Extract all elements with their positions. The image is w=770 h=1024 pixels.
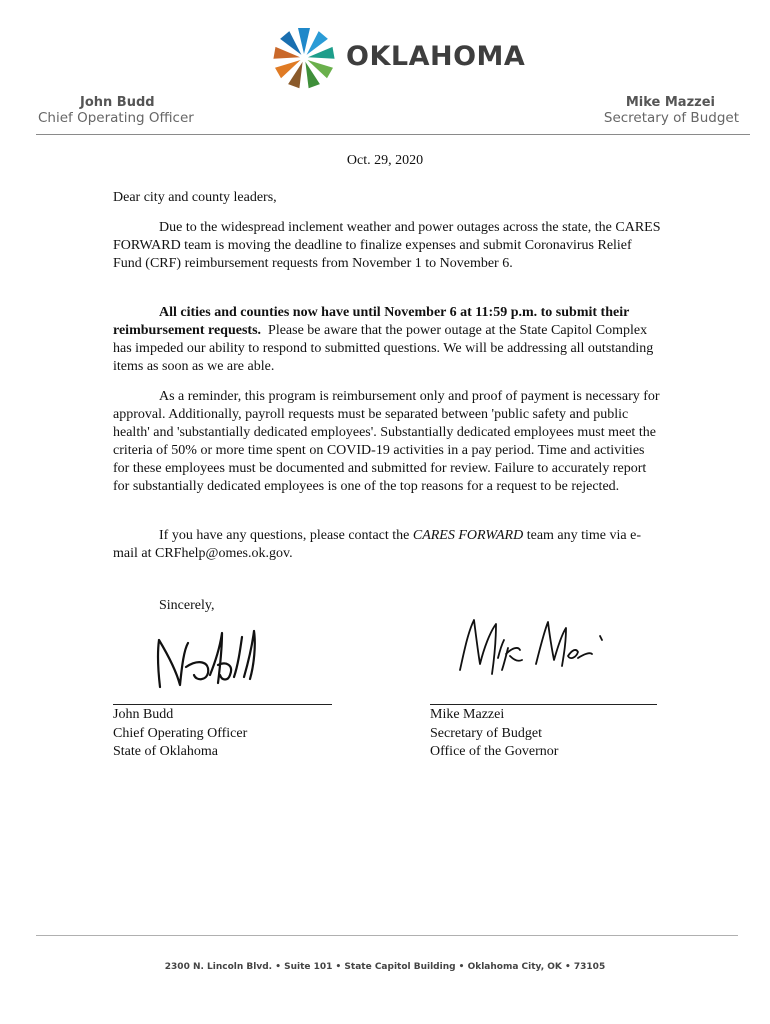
paragraph-3 xyxy=(113,388,661,496)
deadline-notice: All cities and counties now have until November 6 at 11:59 p.m. to submit their reimbursement requests. xyxy=(113,305,630,338)
signatory-left-name: John Budd xyxy=(113,707,174,722)
signature-line-left xyxy=(113,704,332,705)
signatory-right-title: Secretary of Budget xyxy=(430,725,542,741)
header-right-name: Mike Mazzei xyxy=(625,95,715,110)
signatory-left xyxy=(113,706,247,762)
signatory-left-org: State of Oklahoma xyxy=(113,744,218,759)
closing xyxy=(159,597,707,615)
paragraph-2-text: Please be aware that the power outage at the State Capitol Complex has impeded our ability to respond to submitted questions. We will be addressing all outstanding items as soon as we are able. xyxy=(113,323,654,374)
logo-wordmark: OKLAHOMA xyxy=(346,41,526,72)
footer-divider xyxy=(36,935,738,936)
paragraph-1-text: Due to the widespread inclement weather and power outages across the state, the CARES FORWARD team is moving the deadline to finalize expenses and submit Coronavirus Relief Fund (CRF) reimbursement requests from November 1 to November 6. xyxy=(113,220,661,271)
paragraph-4 xyxy=(113,527,661,563)
signatory-right-name: Mike Mazzei xyxy=(430,707,505,722)
signatory-right xyxy=(430,706,558,762)
paragraph-1 xyxy=(113,219,661,273)
closing-text: Sincerely, xyxy=(159,598,215,613)
footer-address: 2300 N. Lincoln Blvd. • Suite 101 • State Capitol Building • Oklahoma City, OK • 73105 xyxy=(164,962,606,972)
header-right-title: Secretary of Budget xyxy=(603,110,739,126)
letter-date: Oct. 29, 2020 xyxy=(346,153,424,168)
header-left-title: Chief Operating Officer xyxy=(38,110,194,126)
paragraph-2 xyxy=(113,304,661,376)
signature-line-right xyxy=(430,704,657,705)
john-budd-signature-icon xyxy=(150,615,280,695)
header-divider xyxy=(36,134,750,135)
signatory-right-org: Office of the Governor xyxy=(430,744,559,759)
salutation xyxy=(113,189,661,207)
signatory-left-title: Chief Operating Officer xyxy=(113,725,248,741)
salutation-text: Dear city and county leaders, xyxy=(113,190,277,205)
paragraph-3-text: As a reminder, this program is reimbursement only and proof of payment is necessary for approval. Additionally, payroll requests must be separated between 'public safety and public health' and 'substantially dedicated employees'. Substantially dedicated employees must meet the criteria of 50% or more time spent on COVID-19 activities in a pay period. Time and activities for these employees must be documented and submitted for review. Failure to accurately report for substantially dedicated employees is one of the top reasons for a request to be rejected. xyxy=(113,389,660,494)
mike-mazzei-signature-icon xyxy=(452,612,612,692)
oklahoma-logo xyxy=(266,22,526,94)
star-logo-icon xyxy=(266,22,344,94)
paragraph-4-before: If you have any questions, please contact the xyxy=(159,528,410,543)
program-name: CARES FORWARD xyxy=(412,528,524,543)
header-left-name: John Budd xyxy=(80,95,155,110)
paragraph-4-after: team any time via e-mail at CRFhelp@omes.ok.gov. xyxy=(113,528,642,561)
